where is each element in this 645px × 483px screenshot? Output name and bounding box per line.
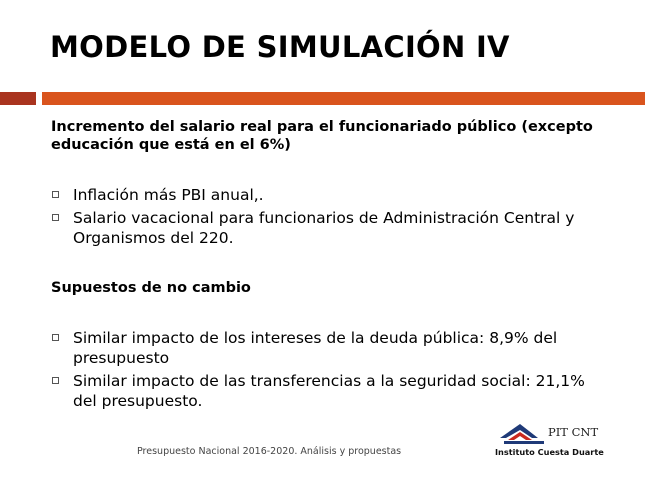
square-bullet-icon (52, 377, 59, 384)
bullet-list-salario (51, 185, 611, 251)
bullet-list-supuestos (51, 328, 611, 414)
bullet-text: Inflación más PBI anual,. (73, 186, 264, 204)
square-bullet-icon (52, 191, 59, 198)
section-heading-supuestos: Supuestos de no cambio (51, 280, 251, 296)
logo-name: PIT CNT (548, 425, 599, 439)
bullet-text: Similar impacto de las transferencias a la seguridad social: 21,1% del presupuesto. (73, 372, 585, 410)
section-heading-salario: Incremento del salario real para el funcionariado público (excepto educación que está en el 6%) (51, 119, 593, 153)
bullet-text: Salario vacacional para funcionarios de Administración Central y Organismos del 220. (73, 209, 575, 247)
bullet-item (51, 371, 611, 411)
bullet-item (51, 185, 611, 205)
bullet-item (51, 208, 611, 248)
logo-subtitle: Instituto Cuesta Duarte (495, 447, 604, 457)
bullet-item (51, 328, 611, 368)
bullet-text: Similar impacto de los intereses de la deuda pública: 8,9% del presupuesto (73, 329, 558, 367)
title-accent-bar (42, 92, 645, 105)
square-bullet-icon (52, 214, 59, 221)
slide-title: MODELO DE SIMULACIÓN IV (50, 30, 510, 64)
slide-footer: Presupuesto Nacional 2016-2020. Análisis y propuestas (137, 446, 402, 457)
title-accent-bar-left (0, 92, 36, 105)
square-bullet-icon (52, 334, 59, 341)
